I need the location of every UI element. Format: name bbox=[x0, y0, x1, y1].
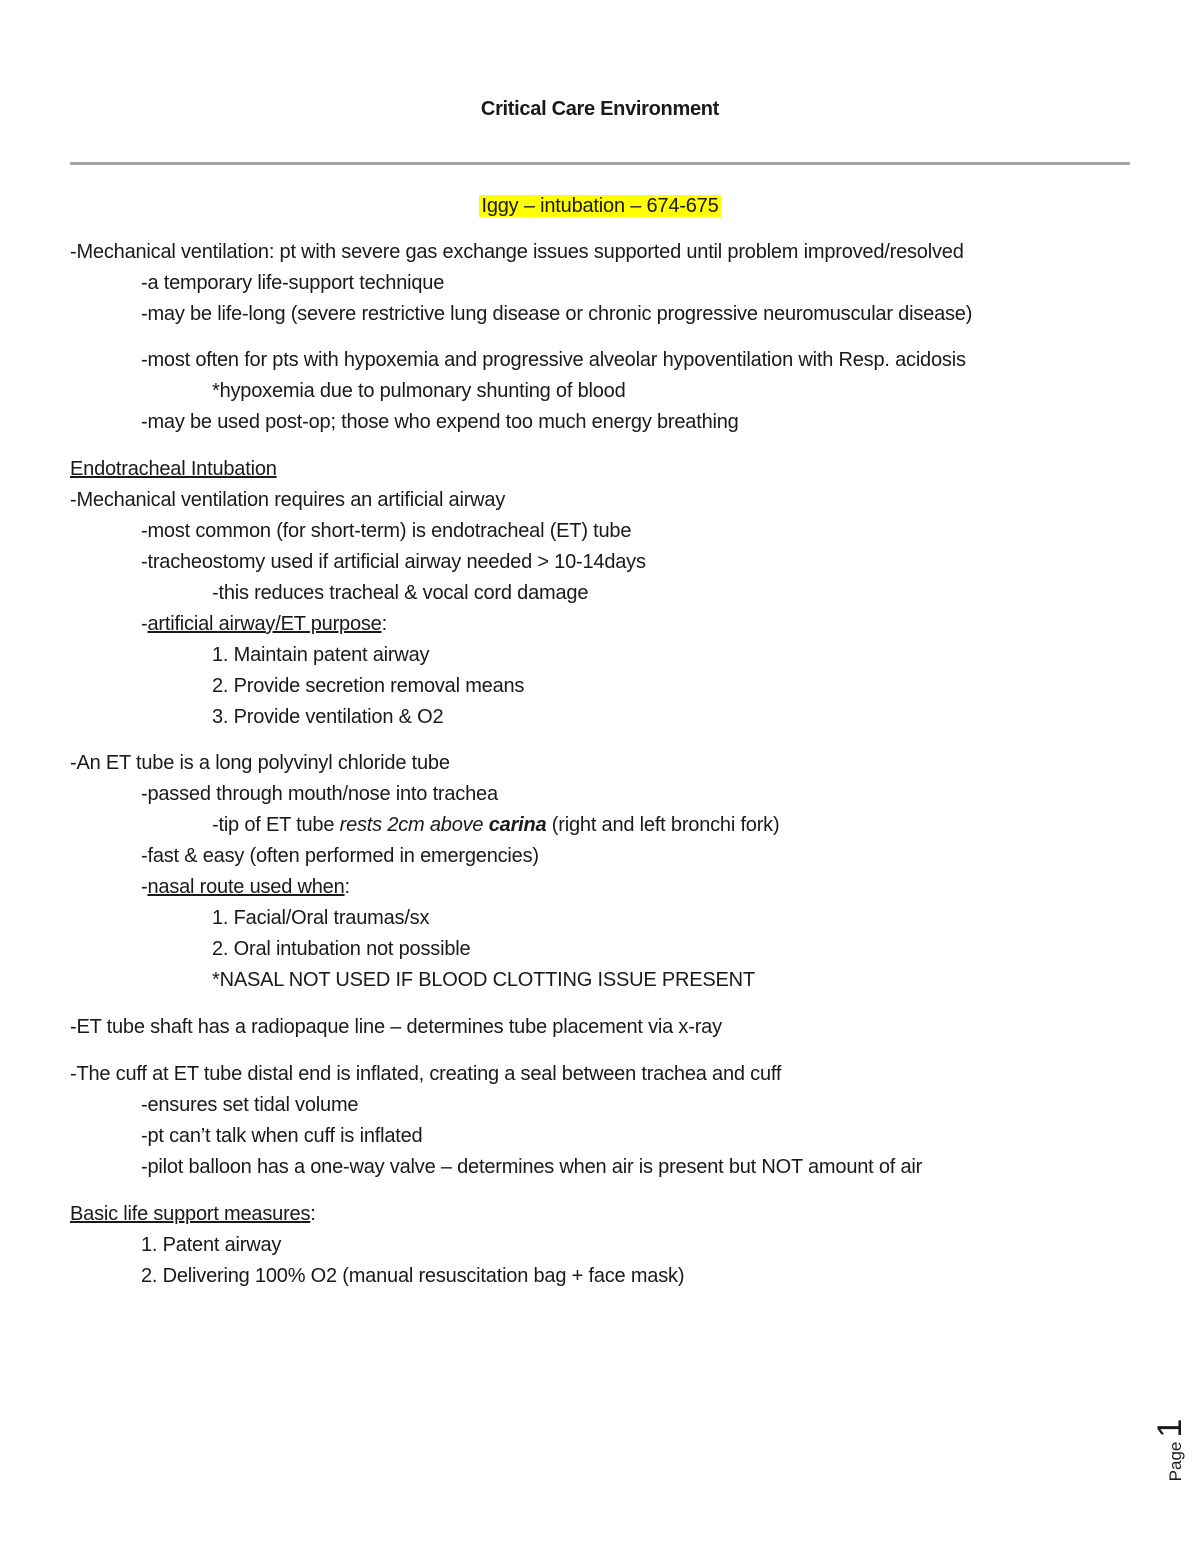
list-item: 2. Provide secretion removal means bbox=[212, 675, 525, 697]
note-line: *NASAL NOT USED IF BLOOD CLOTTING ISSUE PRESENT bbox=[212, 969, 755, 991]
nasal-dash: - bbox=[141, 876, 148, 898]
page-number bbox=[1150, 1410, 1190, 1490]
note-line: -pilot balloon has a one-way valve – determines when air is present but NOT amount of air bbox=[141, 1156, 923, 1178]
note-line: -this reduces tracheal & vocal cord damage bbox=[212, 582, 589, 604]
note-line: -An ET tube is a long polyvinyl chloride tube bbox=[70, 752, 450, 774]
note-line: -a temporary life-support technique bbox=[141, 272, 445, 294]
note-line: -pt can’t talk when cuff is inflated bbox=[141, 1125, 423, 1147]
note-line: -Mechanical ventilation requires an artificial airway bbox=[70, 489, 506, 511]
page-label: Page bbox=[1166, 1441, 1185, 1482]
nasal-colon: : bbox=[344, 876, 350, 898]
list-item: 1. Facial/Oral traumas/sx bbox=[212, 907, 430, 929]
note-line: -may be used post-op; those who expend too much energy breathing bbox=[141, 411, 739, 433]
nasal-label: nasal route used when bbox=[147, 876, 345, 898]
note-line: -ensures set tidal volume bbox=[141, 1094, 359, 1116]
tip-suffix: (right and left bronchi fork) bbox=[546, 814, 780, 836]
note-line: -tracheostomy used if artificial airway needed > 10-14days bbox=[141, 551, 646, 573]
basic-life-colon: : bbox=[310, 1203, 316, 1225]
note-line: -passed through mouth/nose into trachea bbox=[141, 783, 498, 805]
note-line: *hypoxemia due to pulmonary shunting of blood bbox=[212, 380, 626, 402]
note-line: -Mechanical ventilation: pt with severe gas exchange issues supported until problem improved/resolved bbox=[70, 241, 964, 263]
purpose-dash: - bbox=[141, 613, 148, 635]
list-item: 3. Provide ventilation & O2 bbox=[212, 706, 444, 728]
tip-italic-text: rests 2cm above bbox=[339, 814, 489, 836]
list-item: 2. Oral intubation not possible bbox=[212, 938, 471, 960]
tip-text: -tip of ET tube bbox=[212, 814, 340, 836]
note-line: -ET tube shaft has a radiopaque line – determines tube placement via x-ray bbox=[70, 1016, 722, 1038]
document-title: Critical Care Environment bbox=[480, 98, 720, 120]
tip-line bbox=[212, 813, 779, 837]
reference-line bbox=[0, 194, 1200, 218]
purpose-line bbox=[141, 612, 387, 636]
list-item: 1. Patent airway bbox=[141, 1234, 282, 1256]
note-line: -may be life-long (severe restrictive lung disease or chronic progressive neuromuscular disease) bbox=[141, 303, 973, 325]
purpose-colon: : bbox=[381, 613, 387, 635]
note-line: -most common (for short-term) is endotracheal (ET) tube bbox=[141, 520, 632, 542]
highlighted-reference: Iggy – intubation – 674-675 bbox=[481, 195, 719, 217]
section-heading-endotracheal: Endotracheal Intubation bbox=[70, 458, 277, 480]
note-line: -fast & easy (often performed in emergencies) bbox=[141, 845, 539, 867]
basic-life-label: Basic life support measures bbox=[70, 1203, 311, 1225]
title-divider bbox=[70, 162, 1130, 165]
nasal-line bbox=[141, 875, 350, 899]
purpose-label: artificial airway/ET purpose bbox=[147, 613, 382, 635]
page-digit: 1 bbox=[1151, 1418, 1189, 1438]
list-item: 2. Delivering 100% O2 (manual resuscitation bag + face mask) bbox=[141, 1265, 685, 1287]
note-line: -The cuff at ET tube distal end is inflated, creating a seal between trachea and cuff bbox=[70, 1063, 782, 1085]
list-item: 1. Maintain patent airway bbox=[212, 644, 430, 666]
carina-term: carina bbox=[488, 814, 547, 836]
section-heading-basic-life-support bbox=[70, 1202, 316, 1226]
note-line: -most often for pts with hypoxemia and progressive alveolar hypoventilation with Resp. acidosis bbox=[141, 349, 966, 371]
